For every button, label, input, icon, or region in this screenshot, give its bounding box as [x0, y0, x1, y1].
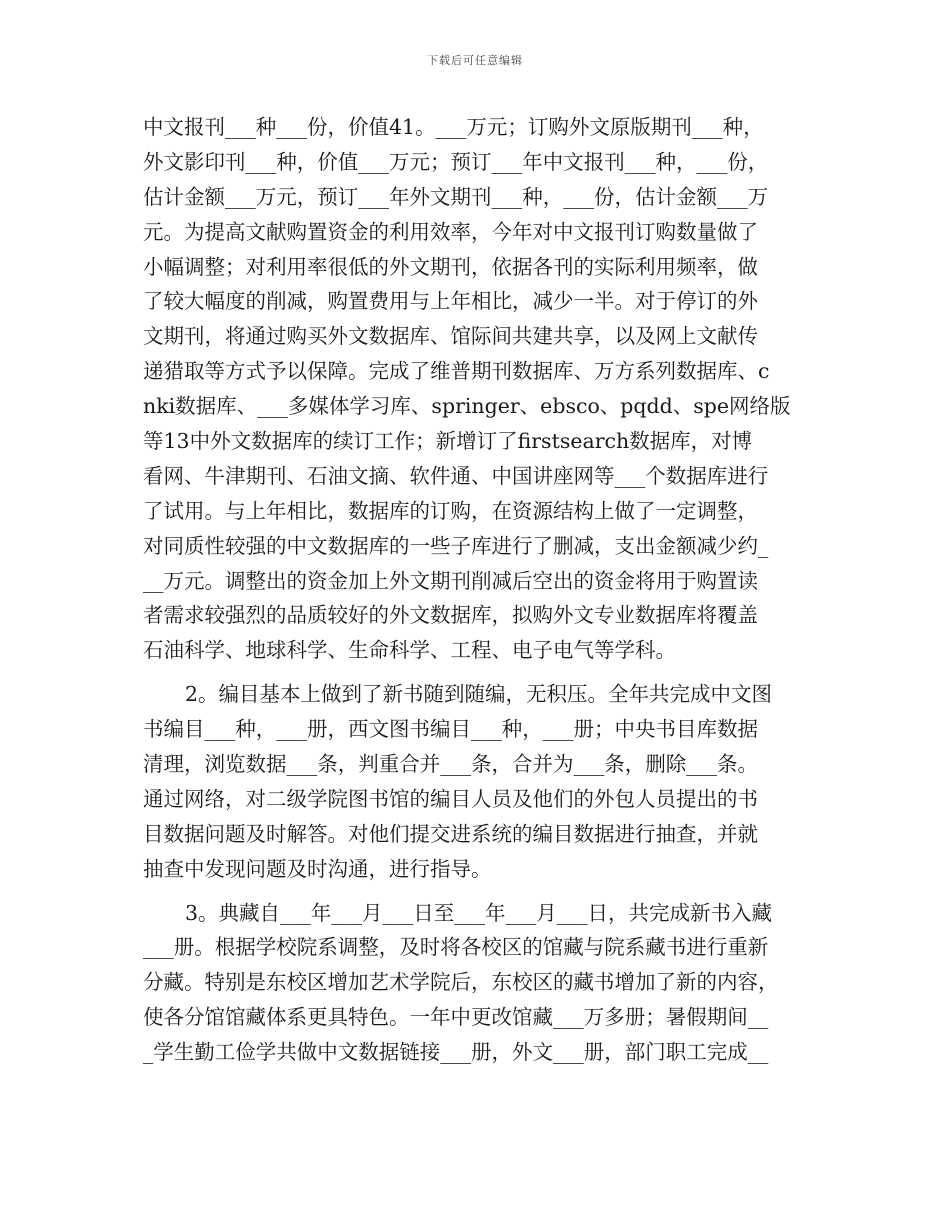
- text-line: 使各分馆馆藏体系更具特色。一年中更改馆藏___万多册；暑假期间__: [143, 1005, 769, 1030]
- text-line: 了较大幅度的削减，购置费用与上年相比，减少一半。对于停订的外: [143, 289, 758, 314]
- text-line: 看网、牛津期刊、石油文摘、软件通、中国讲座网等___个数据库进行: [143, 463, 769, 488]
- text-line: 等13中外文数据库的续订工作；新增订了firstsearch数据库，对博: [143, 429, 753, 454]
- text-line: 中文报刊___种___份，价值41。___万元；订购外文原版期刊___种，: [143, 115, 764, 139]
- text-line: 小幅调整；对利用率很低的外文期刊，依据各刊的实际利用频率，做: [143, 254, 758, 279]
- text-line: ___册。根据学校院系调整，及时将各校区的馆藏与院系藏书进行重新: [143, 935, 769, 960]
- text-line: 目数据问题及时解答。对他们提交进系统的编目数据进行抽查，并就: [143, 821, 758, 846]
- text-line: 通过网络，对二级学院图书馆的编目人员及他们的外包人员提出的书: [143, 786, 758, 811]
- page-header: 下载后可任意编辑: [427, 54, 523, 67]
- text-line: 清理，浏览数据___条，判重合并___条，合并为___条，删除___条。: [143, 752, 758, 777]
- paragraph-spacer: [143, 668, 815, 677]
- paragraph-spacer: [143, 887, 815, 896]
- text-line: 外文影印刊___种，价值___万元；预订___年中文报刊___种，___份，: [143, 149, 769, 174]
- text-line: 文期刊，将通过购买外文数据库、馆际间共建共享，以及网上文献传: [143, 324, 758, 349]
- text-line: 分藏。特别是东校区增加艺术学院后，东校区的藏书增加了新的内容，: [143, 970, 779, 995]
- paragraph-2: [143, 677, 815, 886]
- document-body: [143, 110, 815, 1070]
- text-line-first: 3。典藏自___年___月___日至___年___月___日，共完成新书入藏: [185, 900, 773, 925]
- text-line: 书编目___种，___册，西文图书编目___种，___册；中央书目库数据: [143, 717, 758, 742]
- text-line: 对同质性较强的中文数据库的一些子库进行了删减，支出金额减少约_: [143, 533, 769, 558]
- text-line: 者需求较强烈的品质较好的外文数据库，拟购外文专业数据库将覆盖: [143, 603, 758, 628]
- text-line: 递猎取等方式予以保障。完成了维普期刊数据库、万方系列数据库、c: [143, 359, 770, 384]
- text-line: 石油科学、地球科学、生命科学、工程、电子电气等学科。: [143, 638, 676, 663]
- text-line: __万元。调整出的资金加上外文期刊削减后空出的资金将用于购置读: [143, 568, 758, 593]
- text-line: nki数据库、___多媒体学习库、springer、ebsco、pqdd、spe网络版: [143, 394, 791, 419]
- text-line-first: 2。编目基本上做到了新书随到随编，无积压。全年共完成中文图: [185, 682, 773, 707]
- paragraph-1: [143, 110, 815, 668]
- text-line: _学生勤工俭学共做中文数据链接___册，外文___册，部门职工完成__: [143, 1040, 769, 1065]
- text-line: 估计金额___万元，预订___年外文期刊___种，___份，估计金额___万: [143, 184, 769, 209]
- text-line: 了试用。与上年相比，数据库的订购，在资源结构上做了一定调整，: [143, 498, 758, 523]
- text-line: 抽查中发现问题及时沟通，进行指导。: [143, 856, 492, 881]
- text-line: 元。为提高文献购置资金的利用效率，今年对中文报刊订购数量做了: [143, 219, 758, 244]
- paragraph-3: [143, 896, 815, 1070]
